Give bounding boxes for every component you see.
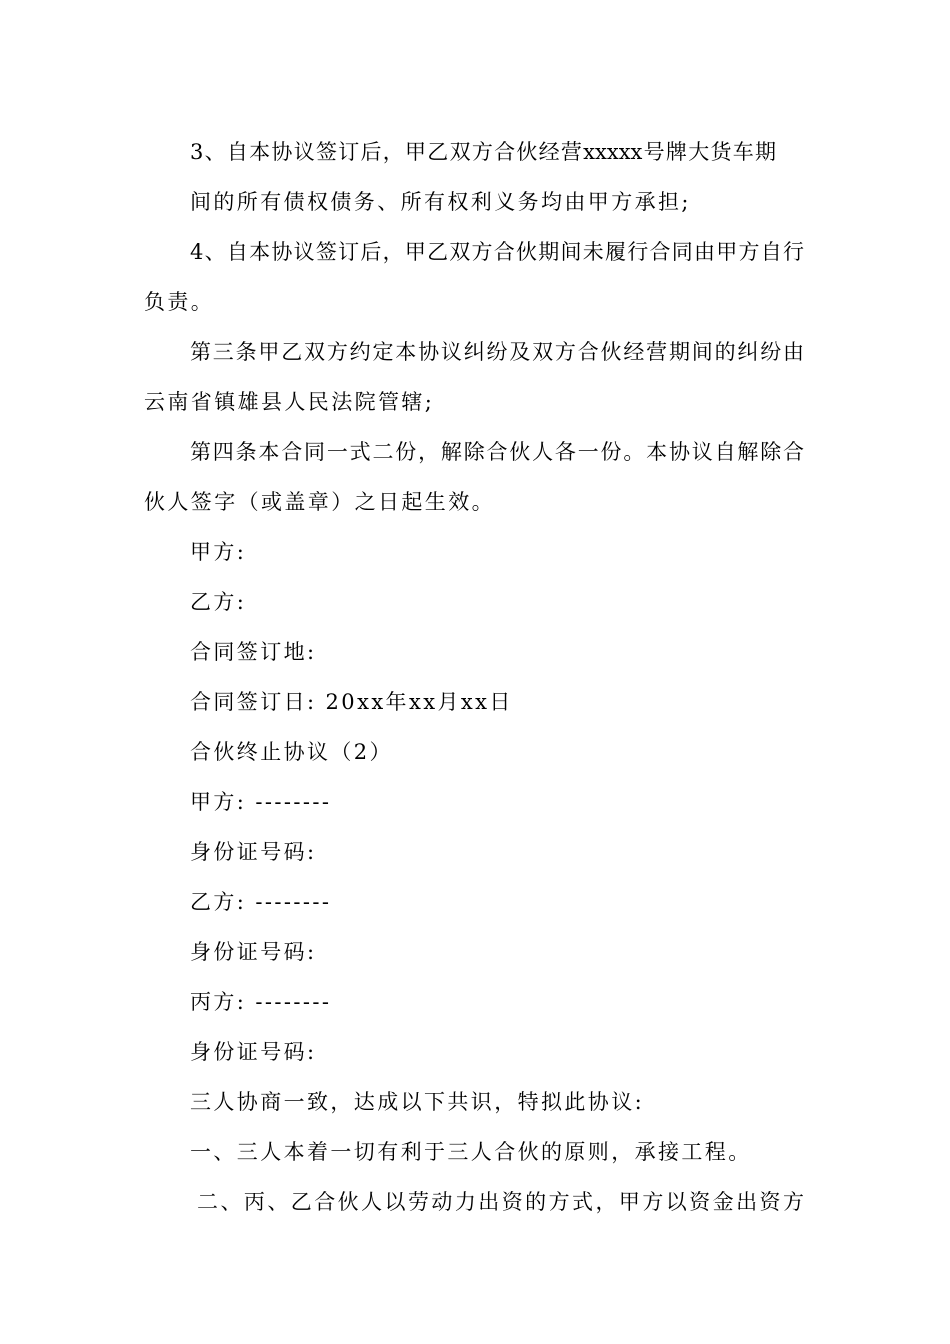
party-b-line: 乙方: -------- <box>190 890 332 914</box>
clause-one: 一、三人本着一切有利于三人合伙的原则，承接工程。 <box>190 1140 752 1164</box>
party-a-label: 甲方: <box>190 540 247 564</box>
paragraph-article-3-line-2: 云南省镇雄县人民法院管辖; <box>144 390 435 414</box>
paragraph-article-3-line-1: 第三条甲乙双方约定本协议纠纷及双方合伙经营期间的纠纷由 <box>190 340 804 364</box>
signing-date-line: 合同签订日: 20xx年xx月xx日 <box>190 690 513 714</box>
paragraph-clause-3-line-1: 3、自本协议签订后，甲乙双方合伙经营xxxxx号牌大货车期 <box>190 140 776 164</box>
paragraph-article-4-line-1: 第四条本合同一式二份，解除合伙人各一份。本协议自解除合 <box>190 440 804 464</box>
paragraph-clause-4-line-2: 负责。 <box>144 290 215 314</box>
party-c-line: 丙方: -------- <box>190 990 332 1014</box>
party-b-id-label: 身份证号码: <box>190 940 317 964</box>
party-a-line: 甲方: -------- <box>190 790 332 814</box>
clause-two-line-1: 二、丙、乙合伙人以劳动力出资的方式，甲方以资金出资方 <box>197 1190 804 1214</box>
consensus-intro: 三人协商一致，达成以下共识，特拟此协议: <box>190 1090 645 1114</box>
party-c-id-label: 身份证号码: <box>190 1040 317 1064</box>
section-title: 合伙终止协议（2） <box>190 740 393 764</box>
party-a-id-label: 身份证号码: <box>190 840 317 864</box>
paragraph-clause-4-line-1: 4、自本协议签订后，甲乙双方合伙期间未履行合同由甲方自行 <box>190 240 804 264</box>
signing-place-label: 合同签订地: <box>190 640 317 664</box>
paragraph-clause-3-line-2: 间的所有债权债务、所有权利义务均由甲方承担; <box>190 190 691 214</box>
paragraph-article-4-line-2: 伙人签字（或盖章）之日起生效。 <box>144 490 495 514</box>
party-b-label: 乙方: <box>190 590 247 614</box>
